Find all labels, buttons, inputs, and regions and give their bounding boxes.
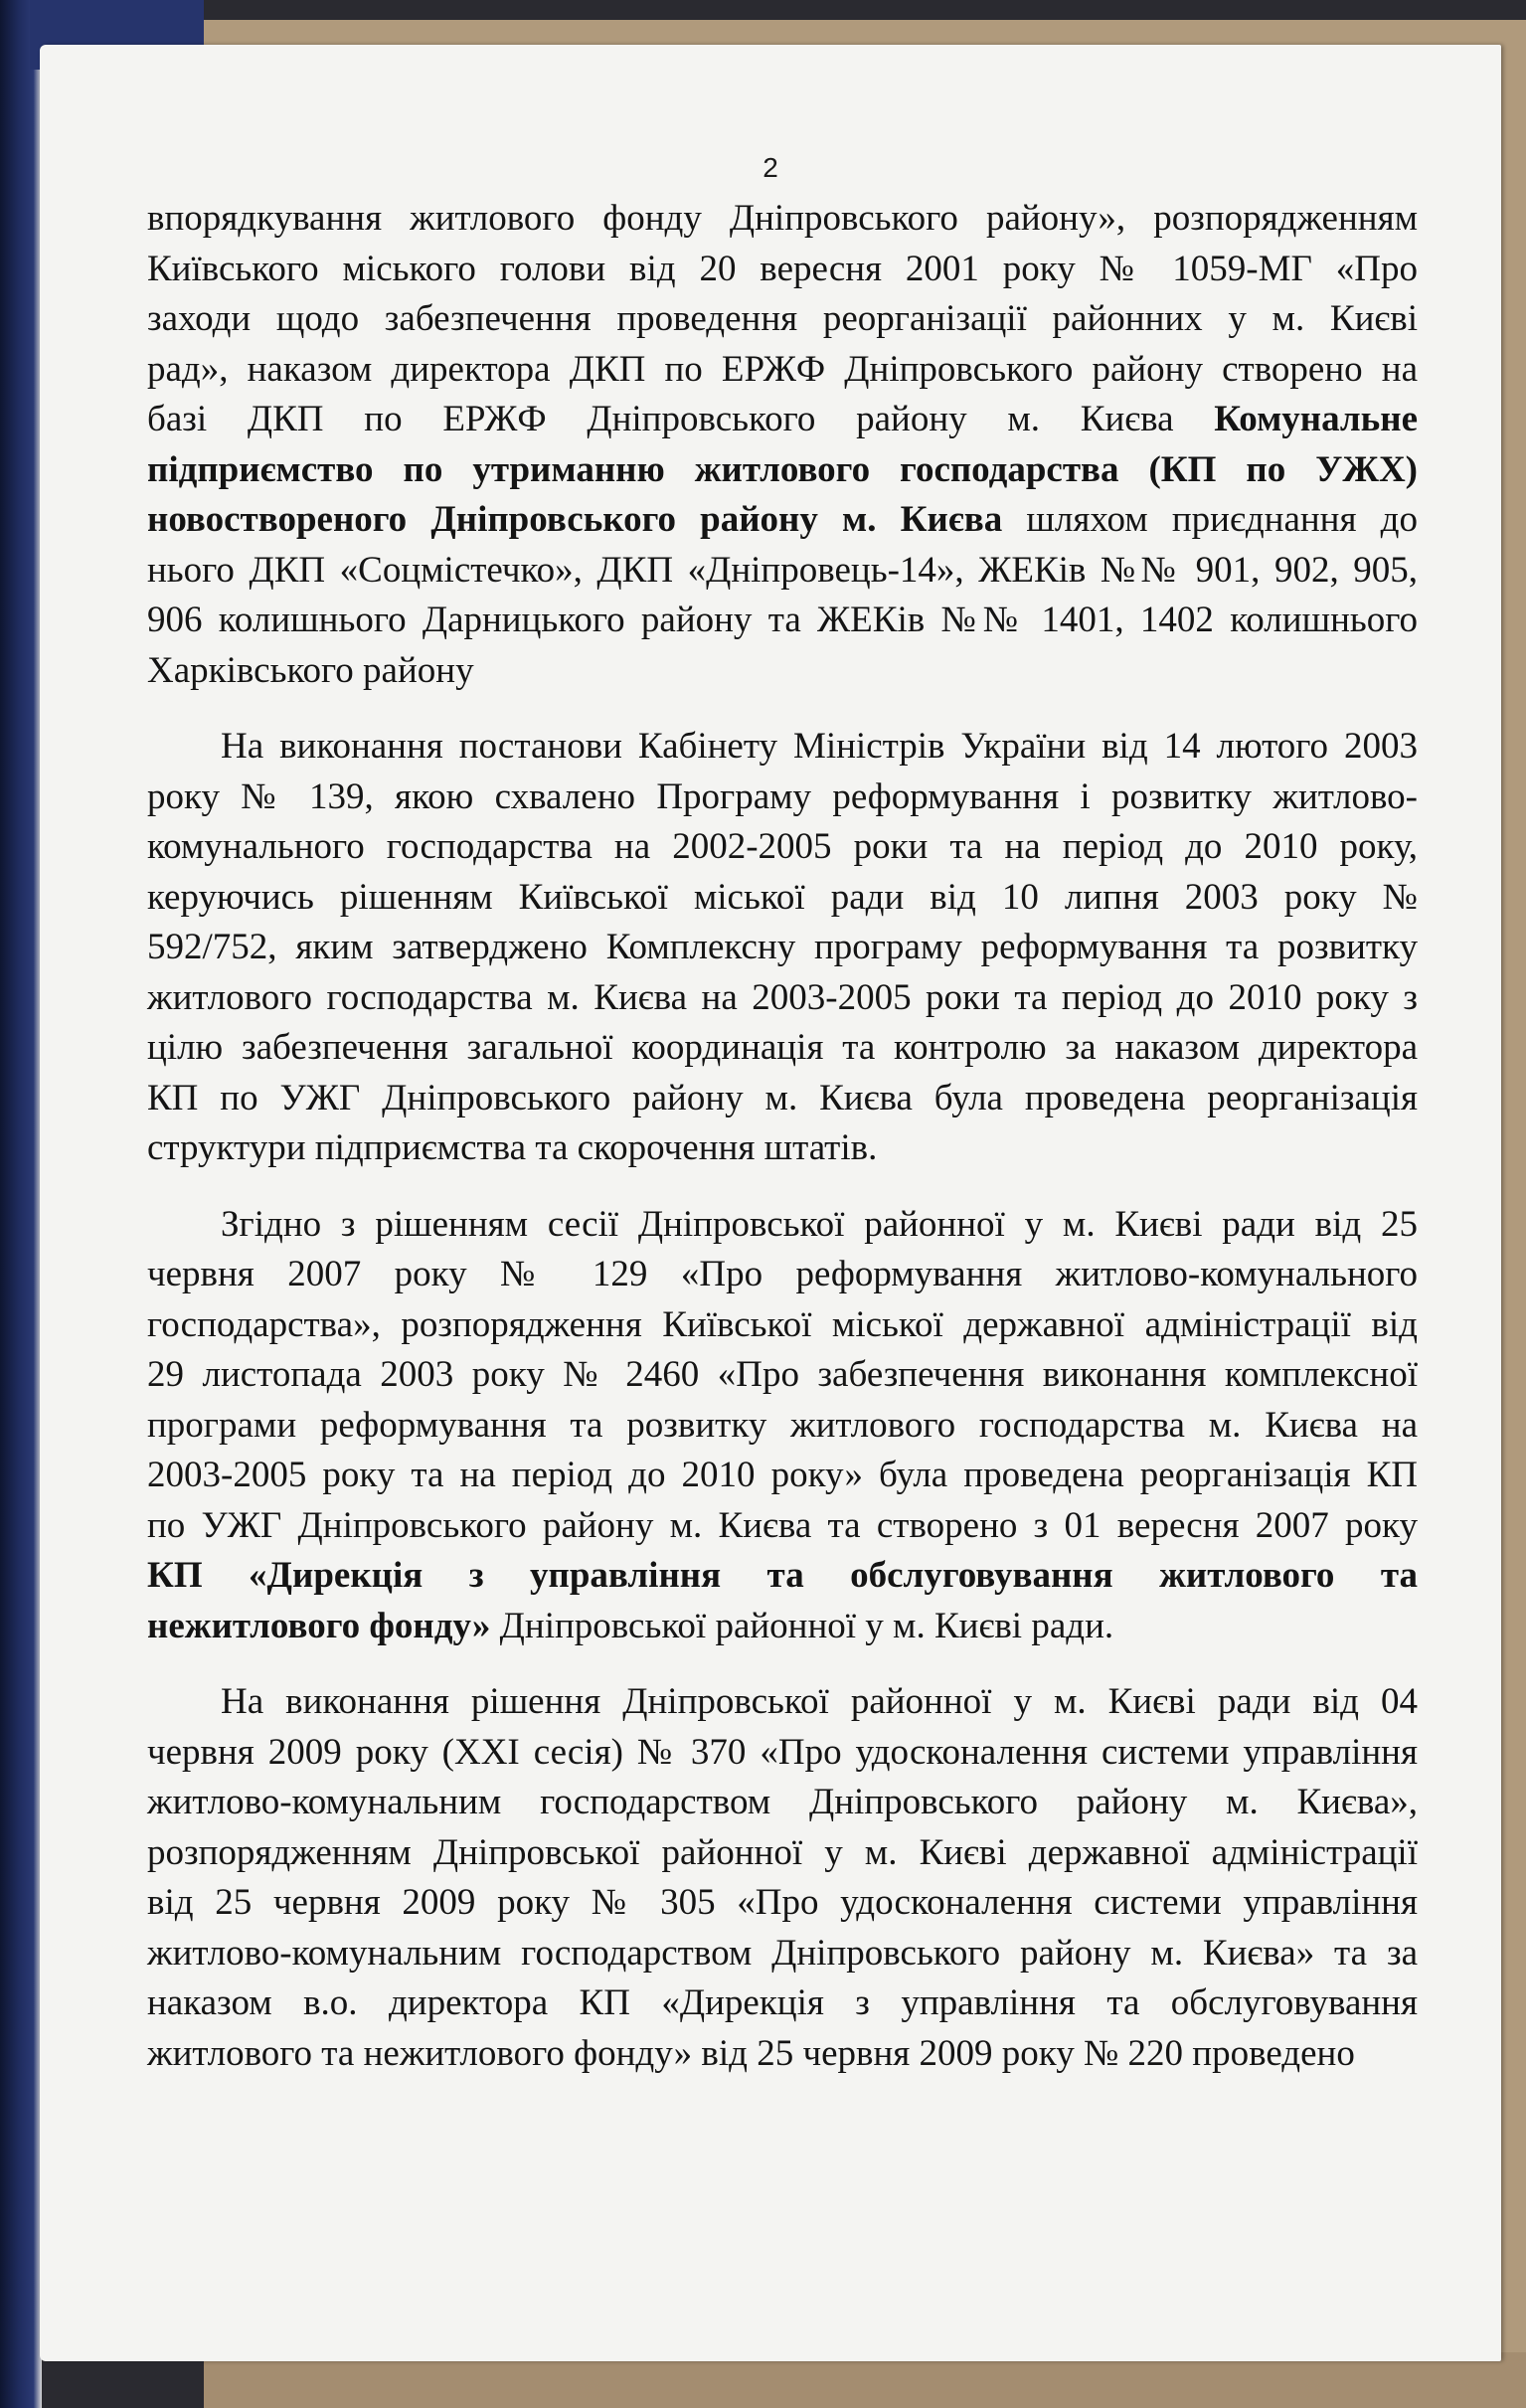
text-segment: На виконання рішення Дніпровської районної у м. Києві ради від 04: [221, 1681, 1418, 1722]
text-line: [147, 294, 1418, 345]
text-segment: впорядкування житлового фонду Дніпровського району», розпорядженням: [147, 198, 1418, 239]
text-line: [147, 1828, 1418, 1879]
text-line: [147, 194, 1418, 245]
text-line: [147, 1023, 1418, 1074]
bold-text: новоствореного Дніпровського району м. Києва: [147, 499, 1003, 540]
text-line: [147, 773, 1418, 823]
text-segment: Київського міського голови від 20 вересня 2001 року № 1059-МГ «Про: [147, 248, 1418, 289]
text-line: [147, 1123, 1418, 1174]
text-line: [147, 546, 1418, 597]
text-segment: керуючись рішенням Київської міської ради від 10 липня 2003 року №: [147, 876, 1418, 918]
document-page: [40, 45, 1501, 2361]
text-line: [147, 1074, 1418, 1124]
text-segment: житлового та нежитлового фонду» від 25 червня 2009 року № 220 проведено: [147, 2032, 1355, 2074]
text-line: [147, 1602, 1418, 1652]
text-line: [147, 1451, 1418, 1501]
text-segment: житлово-комунальним господарством Дніпровського району м. Києва» та за: [147, 1932, 1418, 1974]
text-line: [147, 1350, 1418, 1401]
text-segment: розпорядженням Дніпровської районної у м. Києві державної адміністрації: [147, 1831, 1418, 1873]
text-line: [147, 495, 1418, 546]
text-line: [147, 1501, 1418, 1552]
text-segment: На виконання постанови Кабінету Міністрів України від 14 лютого 2003: [221, 726, 1418, 767]
text-line: [147, 1250, 1418, 1300]
text-segment: Згідно з рішенням сесії Дніпровської районної у м. Києві ради від 25: [221, 1203, 1418, 1245]
text-line: [147, 596, 1418, 646]
text-line: [147, 822, 1418, 873]
text-segment: господарства», розпорядження Київської міської державної адміністрації від: [147, 1303, 1418, 1345]
text-segment: КП по УЖГ Дніпровського району м. Києва була проведена реорганізація: [147, 1077, 1418, 1118]
text-segment: комунального господарства на 2002-2005 роки та на період до 2010 року,: [147, 826, 1418, 867]
text-line: [147, 1200, 1418, 1251]
text-segment: 29 листопада 2003 року № 2460 «Про забезпечення виконання комплексної: [147, 1354, 1418, 1395]
paragraph: [147, 722, 1418, 1174]
text-segment: шляхом приєднання до: [1002, 499, 1418, 540]
text-segment: житлового господарства м. Києва на 2003-2005 роки та період до 2010 року з: [147, 976, 1418, 1018]
text-segment: структури підприємства та скорочення штатів.: [147, 1127, 878, 1168]
text-line: [147, 1728, 1418, 1779]
text-segment: рад», наказом директора ДКП по ЕРЖФ Дніпровського району створено на: [147, 348, 1418, 390]
text-line: [147, 1878, 1418, 1929]
text-segment: 592/752, яким затверджено Комплексну програму реформування та розвитку: [147, 927, 1418, 967]
text-line: [147, 395, 1418, 445]
text-line: [147, 245, 1418, 295]
text-segment: по УЖГ Дніпровського району м. Києва та створено з 01 вересня 2007 року: [147, 1504, 1418, 1546]
text-line: [147, 873, 1418, 924]
text-segment: 906 колишнього Дарницького району та ЖЕКів №№ 1401, 1402 колишнього: [147, 600, 1418, 640]
text-segment: базі ДКП по ЕРЖФ Дніпровського району м. Києва: [147, 399, 1215, 439]
binder-spine: [0, 0, 42, 2408]
text-line: [147, 1677, 1418, 1728]
text-segment: заходи щодо забезпечення проведення реорганізації районних у м. Києві: [147, 298, 1418, 339]
bold-text: Комунальне: [1214, 399, 1418, 439]
text-segment: червня 2007 року № 129 «Про реформування житлово-комунального: [147, 1254, 1418, 1294]
text-line: [147, 646, 1418, 697]
text-segment: від 25 червня 2009 року № 305 «Про удосконалення системи управління: [147, 1882, 1418, 1923]
paragraph: [147, 194, 1418, 696]
text-segment: наказом в.о. директора КП «Дирекція з управління та обслуговування: [147, 1982, 1418, 2023]
text-segment: житлово-комунальним господарством Дніпровського району м. Києва»,: [147, 1782, 1418, 1822]
text-line: [147, 445, 1418, 496]
text-line: [147, 923, 1418, 973]
text-segment: нього ДКП «Соцмістечко», ДКП «Дніпровець-14», ЖЕКів №№ 901, 902, 905,: [147, 549, 1418, 591]
text-line: [147, 722, 1418, 773]
page-number: 2: [763, 152, 778, 183]
text-line: [147, 1551, 1418, 1602]
text-line: [147, 1929, 1418, 1979]
paragraph: [147, 1200, 1418, 1652]
text-line: [147, 1978, 1418, 2029]
paragraph-gap: [147, 1174, 1418, 1200]
text-line: [147, 345, 1418, 396]
bold-text: КП «Дирекція з управління та обслуговування житлового та: [147, 1555, 1418, 1596]
text-line: [147, 1401, 1418, 1452]
document-body: [147, 194, 1418, 2079]
paragraph-gap: [147, 696, 1418, 722]
text-segment: Дніпровської районної у м. Києві ради.: [490, 1605, 1114, 1646]
text-line: [147, 1300, 1418, 1351]
paragraph-gap: [147, 1651, 1418, 1677]
bold-text: нежитлового фонду»: [147, 1605, 491, 1646]
paragraph: [147, 1677, 1418, 2079]
text-segment: програми реформування та розвитку житлового господарства м. Києва на: [147, 1404, 1418, 1446]
text-line: [147, 2029, 1418, 2080]
bold-text: підприємство по утриманню житлового господарства (КП по УЖХ): [147, 448, 1418, 490]
text-segment: року № 139, якою схвалено Програму реформування і розвитку житлово-: [147, 775, 1418, 817]
text-line: [147, 973, 1418, 1024]
text-segment: цілю забезпечення загальної координація та контролю за наказом директора: [147, 1027, 1418, 1068]
text-segment: червня 2009 року (XXI сесія) № 370 «Про удосконалення системи управління: [147, 1731, 1418, 1773]
text-segment: 2003-2005 року та на період до 2010 року» була проведена реорганізація КП: [147, 1455, 1418, 1495]
text-line: [147, 1778, 1418, 1828]
text-segment: Харківського району: [147, 649, 474, 691]
